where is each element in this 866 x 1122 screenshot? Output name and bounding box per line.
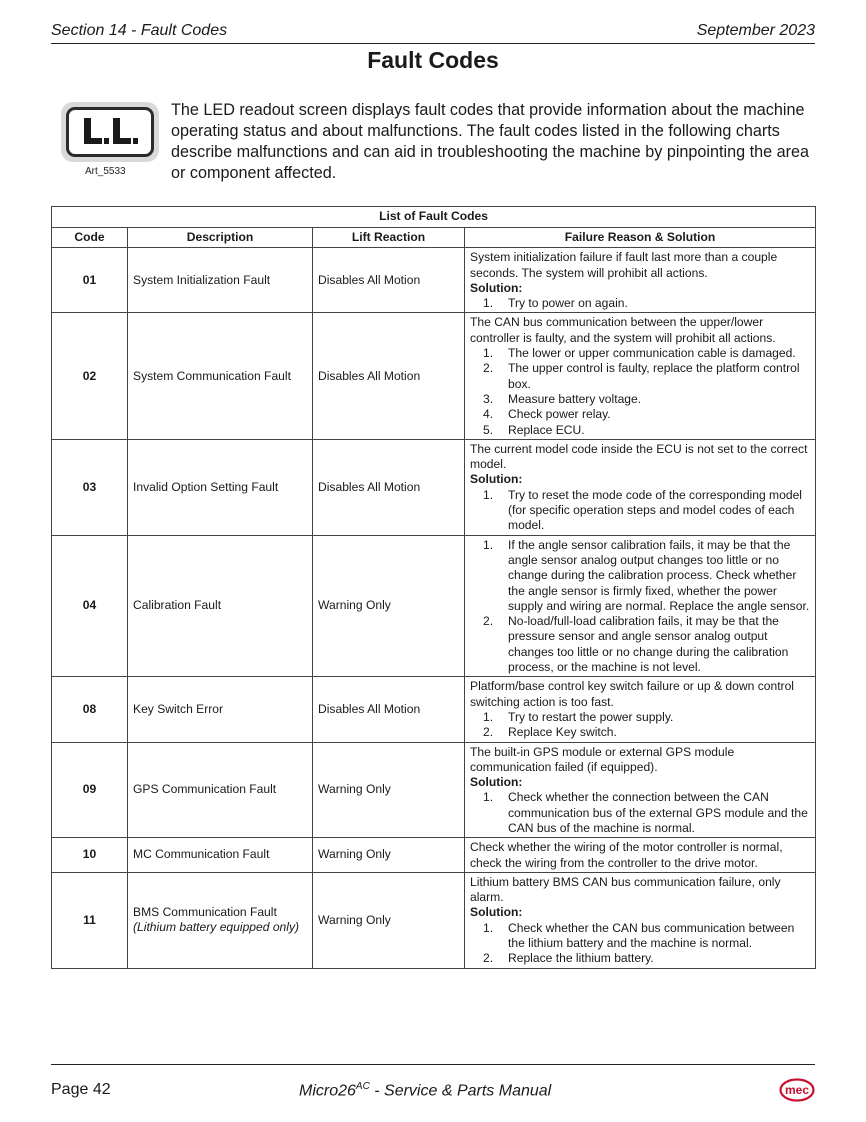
lift-reaction: Warning Only	[313, 535, 465, 677]
solution-steps	[470, 790, 810, 836]
fault-code: 04	[52, 535, 128, 677]
fault-description: GPS Communication Fault	[128, 742, 313, 838]
solution-steps	[470, 346, 810, 438]
solution-label: Solution:	[470, 472, 523, 487]
lift-reaction: Disables All Motion	[313, 677, 465, 742]
fault-rows	[52, 248, 816, 968]
led-readout-illustration	[61, 102, 159, 162]
fault-code: 10	[52, 838, 128, 873]
solution-label: Solution:	[470, 905, 523, 920]
art-label: Art_5533	[85, 166, 126, 177]
solution-step: 2. The upper control is faulty, replace the platform control box.	[483, 361, 800, 391]
solution-step: 1. Try to restart the power supply.	[483, 709, 674, 724]
fault-description: Key Switch Error	[128, 677, 313, 742]
fault-description: BMS Communication Fault (Lithium battery equipped only)	[128, 872, 313, 968]
solution-step: 3. Measure battery voltage.	[483, 391, 642, 406]
lift-reaction: Warning Only	[313, 742, 465, 838]
mec-logo	[779, 1078, 815, 1102]
solution-steps	[470, 921, 810, 967]
solution-step: 1. Check whether the CAN bus communication between the lithium battery and the machine is normal.	[483, 920, 795, 951]
intro-paragraph: The LED readout screen displays fault codes that provide information about the machine operating status and about malfunctions. The fault codes listed in the following charts describe malfunctions and can aid in troubleshooting the machine by pinpointing the area or component affected.	[171, 101, 810, 182]
table-row	[52, 742, 816, 838]
table-row	[52, 535, 816, 677]
svg-text:mec: mec	[784, 1083, 810, 1097]
column-header-lift-reaction: Lift Reaction	[313, 228, 465, 248]
fault-code: 08	[52, 677, 128, 742]
failure-text: System initialization failure if fault last more than a couple seconds. The system will prohibit all actions.	[470, 250, 778, 280]
failure-text: Lithium battery BMS CAN bus communication failure, only alarm.	[470, 874, 781, 905]
lift-reaction: Warning Only	[313, 872, 465, 968]
lift-reaction: Warning Only	[313, 838, 465, 873]
led-display-icon	[75, 114, 145, 150]
page-number: Page 42	[51, 1081, 111, 1098]
solution-step: 5. Replace ECU.	[483, 422, 585, 437]
table-row	[52, 248, 816, 313]
solution-step: 4. Check power relay.	[483, 407, 611, 422]
date-label: September 2023	[696, 22, 815, 39]
table-row	[52, 313, 816, 439]
solution-step: 2. No-load/full-load calibration fails, it may be that the pressure sensor and angle sensor analog output changes too little or no change during the calibration process, or the machine is not level.	[483, 614, 789, 675]
solution-step: 1. Check whether the connection between the CAN communication bus of the external GPS module and the CAN bus of the machine is normal.	[483, 790, 808, 835]
failure-text: Platform/base control key switch failure or up & down control switching action is too fast.	[470, 679, 794, 709]
failure-solution	[465, 439, 816, 535]
fault-code: 02	[52, 313, 128, 439]
solution-step: 1. Try to power on again.	[483, 296, 628, 311]
page-header	[51, 22, 815, 44]
fault-code: 11	[52, 872, 128, 968]
table-caption: List of Fault Codes	[52, 207, 816, 228]
failure-text: The built-in GPS module or external GPS module communication failed (if equipped).	[470, 744, 735, 774]
fault-description: MC Communication Fault	[128, 838, 313, 873]
lift-reaction: Disables All Motion	[313, 439, 465, 535]
failure-solution	[465, 838, 816, 873]
table-row	[52, 439, 816, 535]
fault-description: System Communication Fault	[128, 313, 313, 439]
failure-text: Check whether the wiring of the motor controller is normal, check the wiring from the controller to the drive motor.	[470, 840, 783, 870]
solution-steps	[470, 488, 810, 534]
failure-solution	[465, 535, 816, 677]
page-title: Fault Codes	[367, 47, 499, 73]
fault-description-note: (Lithium battery equipped only)	[133, 920, 300, 935]
column-header-failure-reason: Failure Reason & Solution	[465, 228, 816, 248]
table-row	[52, 677, 816, 742]
fault-codes-table	[51, 206, 816, 969]
fault-description: System Initialization Fault	[128, 248, 313, 313]
fault-code: 01	[52, 248, 128, 313]
page-footer	[51, 1064, 815, 1104]
column-header-code: Code	[52, 228, 128, 248]
manual-title: $Micro26^{AC}$ - Service & Parts Manual	[299, 1081, 552, 1100]
solution-steps	[470, 538, 810, 676]
failure-text: The current model code inside the ECU is not set to the correct model.	[470, 441, 808, 472]
fault-description: Invalid Option Setting Fault	[128, 439, 313, 535]
solution-step: 1. Try to reset the mode code of the corresponding model (for specific operation steps and model codes of each model.	[483, 487, 802, 533]
solution-label: Solution:	[470, 775, 523, 790]
failure-solution	[465, 677, 816, 742]
section-label: Section 14 - Fault Codes	[51, 22, 228, 39]
table-row	[52, 872, 816, 968]
lift-reaction: Disables All Motion	[313, 248, 465, 313]
table-row	[52, 838, 816, 873]
solution-label: Solution:	[470, 280, 523, 295]
failure-solution	[465, 313, 816, 439]
solution-steps	[470, 296, 810, 311]
failure-solution	[465, 248, 816, 313]
column-header-description: Description	[128, 228, 313, 248]
lift-reaction: Disables All Motion	[313, 313, 465, 439]
solution-step: 1. The lower or upper communication cable is damaged.	[483, 346, 796, 361]
failure-text: The CAN bus communication between the upper/lower controller is faulty, and the system will prohibit all actions.	[470, 315, 776, 345]
failure-solution	[465, 742, 816, 838]
failure-solution	[465, 872, 816, 968]
fault-description: Calibration Fault	[128, 535, 313, 677]
solution-step: 1. If the angle sensor calibration fails, it may be that the angle sensor analog output changes too little or no change during the calibration process. Check whether the angle sensor is firmly fixed, whether the power supply and wiring are normal. Replace the angle sensor.	[483, 537, 810, 613]
fault-code: 03	[52, 439, 128, 535]
solution-step: 2. Replace Key switch.	[483, 725, 617, 740]
fault-code: 09	[52, 742, 128, 838]
solution-step: 2. Replace the lithium battery.	[483, 951, 654, 966]
solution-steps	[470, 710, 810, 741]
